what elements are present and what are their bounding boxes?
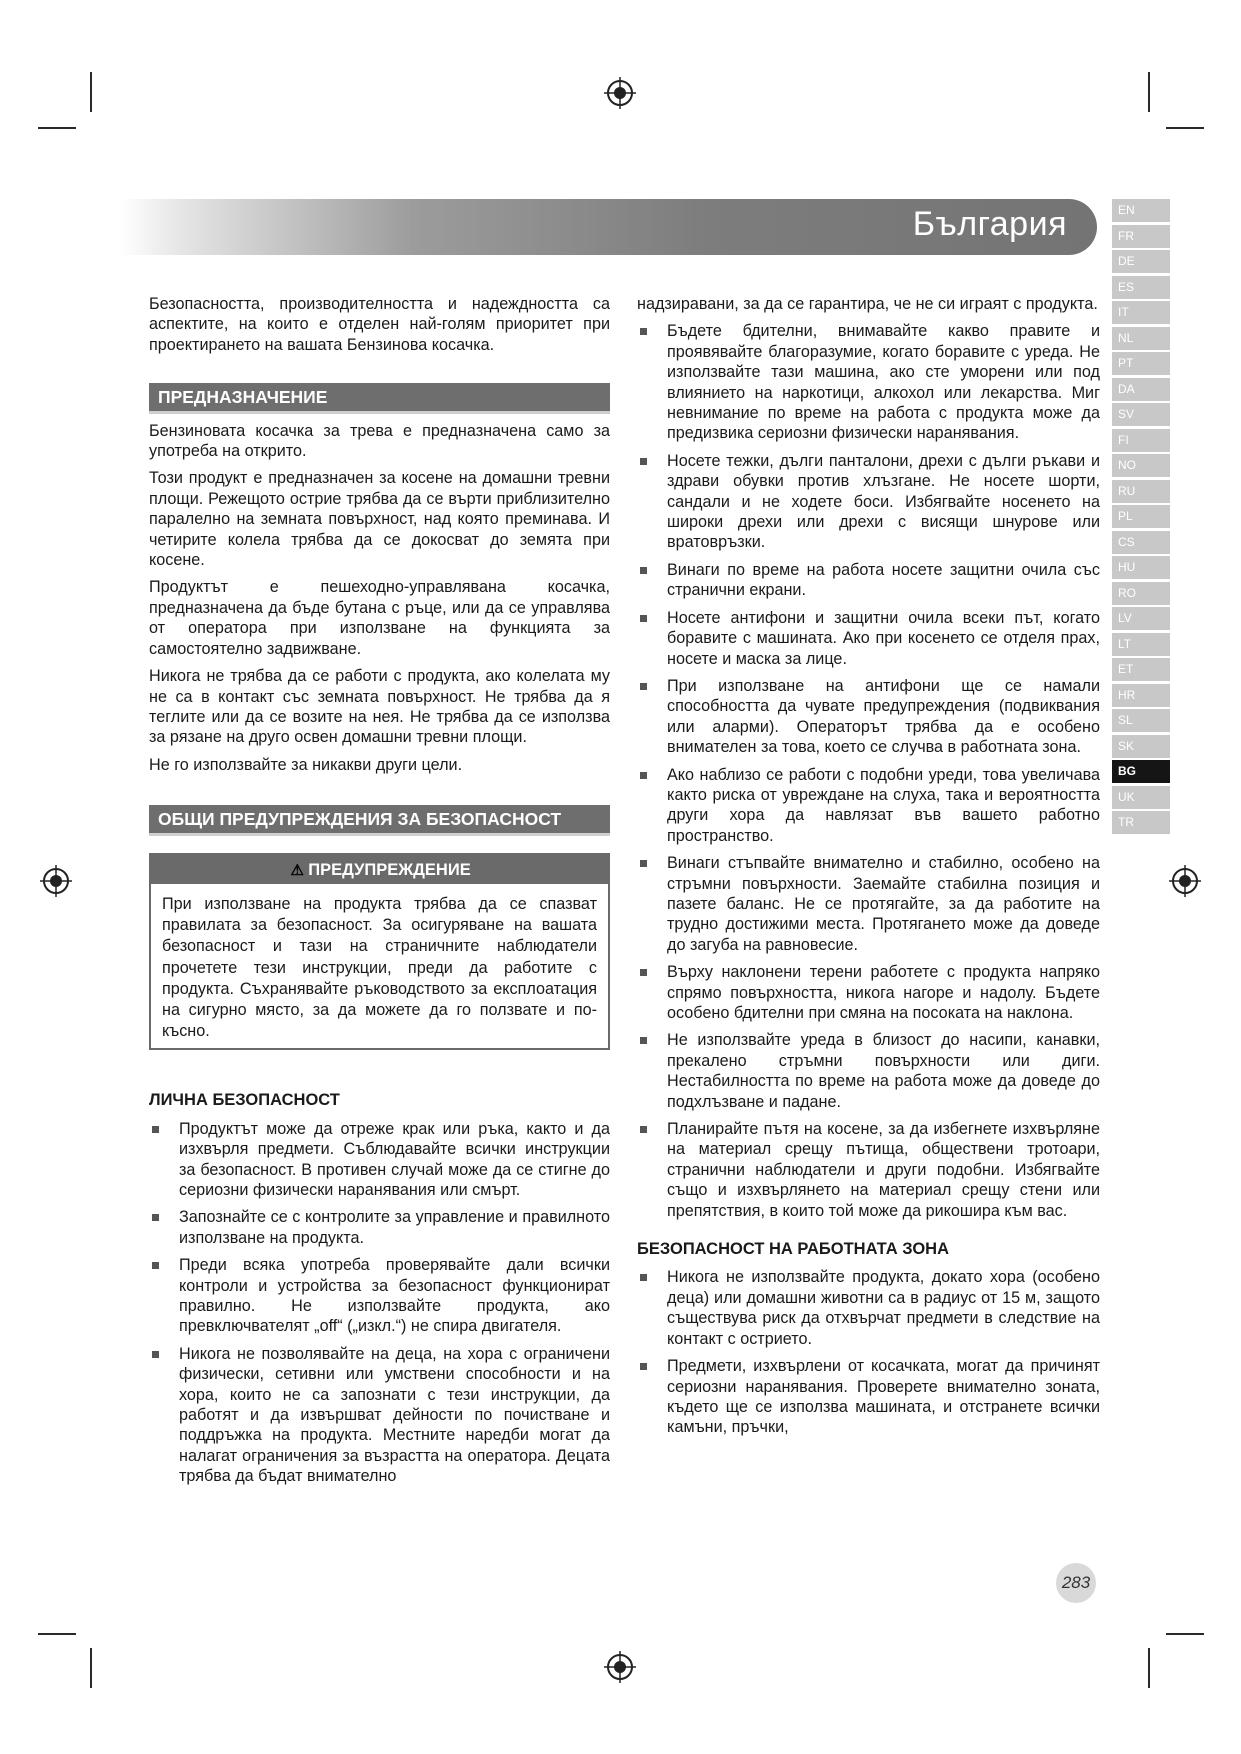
list-item: При използване на антифони ще се намали способността да чувате предупреждения (подвиквания или аларми). Операторът трябва да е особено внимателен за това, което се случва в работната зона. [637,676,1100,758]
language-tab[interactable]: CS [1112,531,1170,554]
language-tab[interactable]: DA [1112,378,1170,401]
crop-mark [38,1633,76,1635]
crop-mark [90,72,92,112]
paragraph: Никога не трябва да се работи с продукта, ако колелата му не са в контакт със земната повърхност. Не трябва да я теглите или да се возите на нея. Не трябва да се използва за рязане на друго освен домашни тревни площи. [149,667,610,747]
warning-header [151,855,608,884]
header-band [120,199,1097,255]
list-item: Продуктът може да отреже крак или ръка, както и да изхвърля предмети. Съблюдавайте всички инструкции за безопасност. В противен случай може да се стигне до сериозни физически наранявания или смърт. [149,1119,610,1201]
language-tab[interactable]: RO [1112,582,1170,605]
bullet-list [637,321,1100,1221]
crop-mark [1148,72,1150,112]
language-tab[interactable]: FR [1112,225,1170,248]
language-tab[interactable]: PT [1112,352,1170,375]
section-heading: ОБЩИ ПРЕДУПРЕЖДЕНИЯ ЗА БЕЗОПАСНОСТ [149,805,610,835]
registration-mark-icon [603,76,637,110]
registration-mark-icon [1168,864,1202,898]
paragraph: Продуктът е пешеходно-управлявана косачка, предназначена да бъде бутана с ръце, или да се управлява от оператора при използване на функцията за самостоятелно задвижване. [149,578,610,658]
language-tab[interactable]: LT [1112,633,1170,656]
list-item: Носете тежки, дълги панталони, дрехи с дълги ръкави и здрави обувки против хлъзгане. Не носете шорти, сандали и не ходете боси. Избягвайте носенето на широки дрехи или дрехи с висящи шнурове или вратовръзки. [637,451,1100,553]
language-tab[interactable]: NO [1112,454,1170,477]
language-tab[interactable]: EN [1112,199,1170,222]
list-item: Ако наблизо се работи с подобни уреди, това увеличава както риска от увреждане на слуха, така и вероятността други хора да навлязат във вашето работно пространство. [637,765,1100,847]
list-item: Носете антифони и защитни очила всеки път, когато боравите с машината. Ако при косенето се отделя прах, носете и маска за лице. [637,608,1100,669]
language-tab[interactable]: TR [1112,811,1170,834]
page-number: 283 [1056,1563,1096,1603]
warning-text: При използване на продукта трябва да се спазват правилата за безопасност. За осигуряване на вашата безопасност и тази на страничните наблюдатели прочетете тези инструкции, преди да работите с продукта. Съхранявайте ръководството за експлоатация на сигурно място, за да можете да го ползвате и по-късно. [162,894,597,1041]
bullet-list [637,1267,1100,1437]
sub-heading: ЛИЧНА БЕЗОПАСНОСТ [149,1091,340,1110]
language-tab[interactable]: SK [1112,735,1170,758]
list-item: Винаги стъпвайте внимателно и стабилно, особено на стръмни повърхности. Заемайте стабилна позиция и пазете баланс. Не се протягайте, за да работите на трудно достижими места. Протягането може да доведе до загуба на равновесие. [637,853,1100,955]
language-tab-active[interactable]: BG [1112,760,1170,783]
list-item: Планирайте пътя на косене, за да избегнете изхвърляне на материал срещу пътища, обществени тротоари, странични наблюдатели и други подобни. Избягвайте също и изхвърлянето на материал срещу стени или препятствия, в които той може да рикошира към вас. [637,1119,1100,1221]
sub-heading: БЕЗОПАСНОСТ НА РАБОТНАТА ЗОНА [637,1240,950,1259]
crop-mark [1166,127,1204,129]
list-item: Не използвайте уреда в близост до насипи, канавки, прекалено стръмни повърхности или диги. Нестабилността по време на работа може да доведе до подхлъзване и падане. [637,1030,1100,1112]
language-tab[interactable]: DE [1112,250,1170,273]
language-tab[interactable]: SV [1112,403,1170,426]
list-item: Преди всяка употреба проверявайте дали всички контроли и устройства за безопасност функционират правилно. Не използвайте продукта, ако превключвателят „off“ („изкл.“) не спира двигателя. [149,1255,610,1337]
right-column [637,294,1100,1445]
crop-mark [38,127,76,129]
section-heading: ПРЕДНАЗНАЧЕНИЕ [149,383,610,413]
registration-mark-icon [39,864,73,898]
crop-mark [90,1648,92,1688]
language-tab[interactable]: RU [1112,480,1170,503]
list-item: Бъдете бдителни, внимавайте какво правите и проявявайте благоразумие, когато боравите с уреда. Не използвайте тази машина, ако сте уморени или под влиянието на наркотици, алкохол или лекарства. Миг невнимание по време на работа с продукта може да предизвика сериозни физически наранявания. [637,321,1100,443]
language-tab[interactable]: SL [1112,709,1170,732]
warning-title: ПРЕДУПРЕЖДЕНИЕ [308,860,471,879]
language-tabs [1112,199,1170,837]
list-item: Никога не позволявайте на деца, на хора с ограничени физически, сетивни или умствени способности и на хора, които не са запознати с тези инструкции, да работят и да извършват дейности по почистване и поддръжка на продукта. Местните наредби могат да налагат ограничения за възрастта на оператора. Децата трябва да бъдат внимателно [149,1344,610,1487]
paragraph: Не го използвайте за никакви други цели. [149,755,463,774]
language-tab[interactable]: ES [1112,276,1170,299]
list-item: Върху наклонени терени работете с продукта напряко спрямо повърхността, никога нагоре и надолу. Бъдете особено бдителни при смяна на посоката на наклона. [637,962,1100,1023]
language-tab[interactable]: ET [1112,658,1170,681]
paragraph: Бензиновата косачка за трева е предназначена само за употреба на открито. [149,421,610,461]
page-title: България [912,205,1067,243]
warning-box [149,853,610,1051]
paragraph: Този продукт е предназначен за косене на домашни тревни площи. Режещото острие трябва да се върти приблизително паралелно на земната повърхност, над която преминава. И четирите колела трябва да се докосват до земята при косене. [149,469,610,570]
language-tab[interactable]: IT [1112,301,1170,324]
paragraph: надзиравани, за да се гарантира, че не си играят с продукта. [637,295,1098,313]
list-item: Запознайте се с контролите за управление и правилното използване на продукта. [149,1207,610,1248]
list-item: Никога не използвайте продукта, докато хора (особено деца) или домашни животни са в радиус от 15 м, защото съществува риск да отхвърчат предмети в следствие на контакт с острието. [637,1267,1100,1349]
language-tab[interactable]: LV [1112,607,1170,630]
language-tab[interactable]: HU [1112,556,1170,579]
crop-mark [1148,1648,1150,1688]
language-tab[interactable]: HR [1112,684,1170,707]
list-item: Предмети, изхвърлени от косачката, могат да причинят сериозни наранявания. Проверете внимателно зоната, където ще се използва машината, и отстранете всички камъни, пръчки, [637,1356,1100,1438]
language-tab[interactable]: UK [1112,786,1170,809]
left-column [149,294,610,1494]
list-item: Винаги по време на работа носете защитни очила със странични екрани. [637,560,1100,601]
intro-paragraph: Безопасността, производителността и надеждността са аспектите, на които е отделен най-голям приоритет при проектирането на вашата Бензинова косачка. [149,295,610,354]
registration-mark-icon [603,1650,637,1684]
warning-triangle-icon: ⚠ [290,861,304,879]
language-tab[interactable]: NL [1112,327,1170,350]
language-tab[interactable]: FI [1112,429,1170,452]
bullet-list [149,1119,610,1487]
language-tab[interactable]: PL [1112,505,1170,528]
crop-mark [1166,1633,1204,1635]
